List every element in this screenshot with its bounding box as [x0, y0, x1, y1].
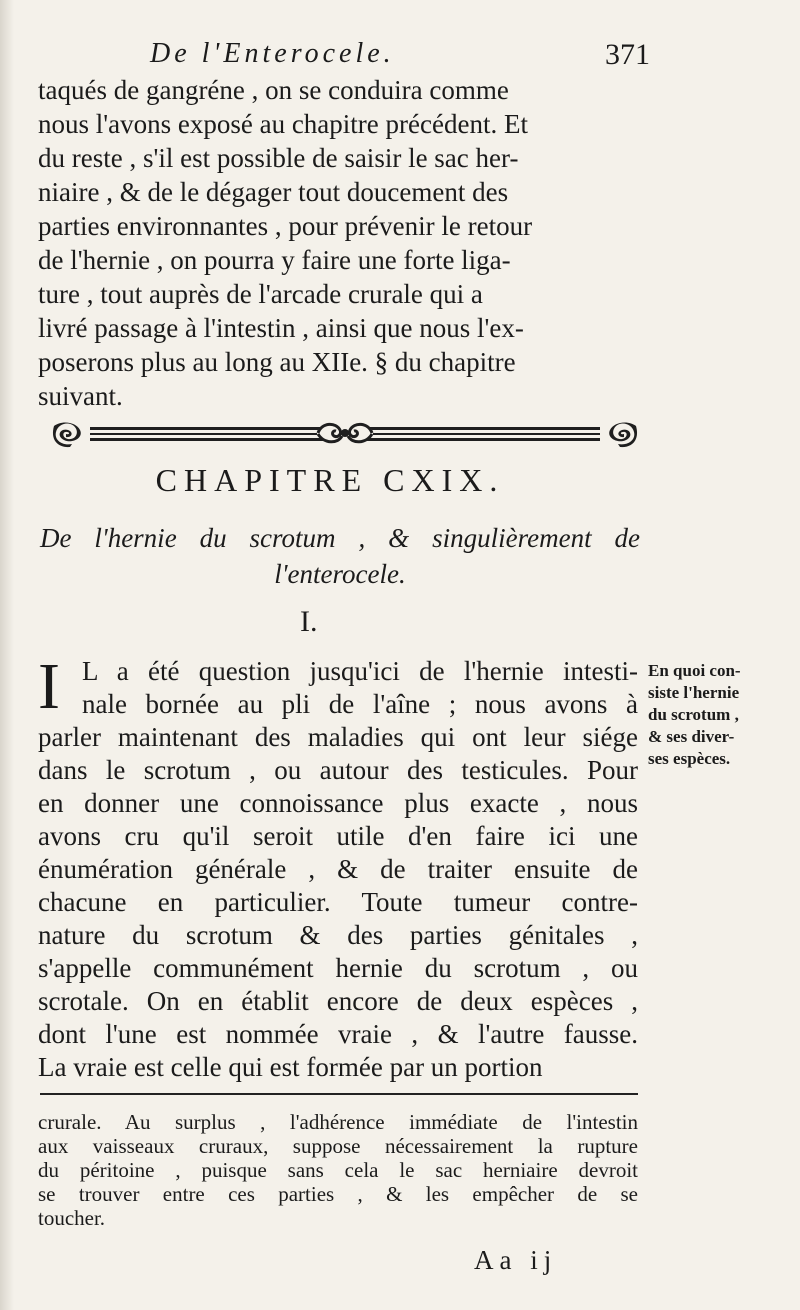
- text-line: poserons plus au long au XIIe. § du chapitre: [38, 347, 516, 377]
- text-line: dans le scrotum , ou autour des testicules. Pour: [38, 755, 638, 785]
- subtitle-line: l'enterocele.: [274, 559, 406, 589]
- text-line: ture , tout auprès de l'arcade crurale qui a: [38, 279, 483, 309]
- text-line: parties environnantes , pour prévenir le retour: [38, 211, 533, 241]
- running-head: [150, 38, 650, 78]
- margin-note-line: ses espèces.: [648, 749, 731, 768]
- signature-mark: Aa ij: [474, 1245, 558, 1275]
- text-line: scrotale. On en établit encore de deux espèces ,: [38, 986, 638, 1016]
- margin-note: [648, 660, 793, 770]
- footnote: [38, 1110, 638, 1230]
- text-line: niaire , & de le dégager tout doucement des: [38, 177, 509, 207]
- ornament-icon: [50, 418, 640, 448]
- text-line: du reste , s'il est possible de saisir le sac her-: [38, 143, 519, 173]
- text-line: livré passage à l'intestin , ainsi que nous l'ex-: [38, 313, 524, 343]
- text-line: nale bornée au pli de l'aîne ; nous avons à: [82, 689, 638, 719]
- footnote-line: se trouver entre ces parties , & les empêcher de se: [38, 1182, 638, 1206]
- text-line: chacune en particulier. Toute tumeur contre-: [38, 887, 638, 917]
- chapter-subtitle: [40, 520, 640, 592]
- text-line: taqués de gangréne , on se conduira comme: [38, 75, 509, 105]
- footnote-line: crurale. Au surplus , l'adhérence immédiate de l'intestin: [38, 1110, 638, 1134]
- intro-paragraph: [38, 73, 638, 413]
- text-line: en donner une connoissance plus exacte , nous: [38, 788, 638, 818]
- running-title: De l'Enterocele.: [150, 38, 395, 69]
- text-line: de l'hernie , on pourra y faire une forte liga-: [38, 245, 511, 275]
- margin-note-line: En quoi con-: [648, 661, 741, 680]
- footnote-line: toucher.: [38, 1206, 106, 1230]
- page-edge-shadow: [0, 0, 14, 1310]
- margin-note-line: du scrotum ,: [648, 705, 739, 724]
- chapter-title: CHAPITRE CXIX.: [155, 462, 505, 498]
- margin-note-line: siste l'hernie: [648, 683, 740, 702]
- footnote-line: du péritoine , puisque sans cela le sac herniaire devroit: [38, 1158, 638, 1182]
- text-line: La vraie est celle qui est formée par un portion: [38, 1052, 543, 1082]
- section-number: I.: [300, 605, 318, 638]
- subtitle-line: De l'hernie du scrotum , & singulièrement de: [40, 523, 640, 553]
- text-line: suivant.: [38, 381, 123, 411]
- drop-cap: I: [38, 650, 60, 723]
- text-line: avons cru qu'il seroit utile d'en faire ici une: [38, 821, 638, 851]
- page-number: 371: [605, 38, 650, 71]
- footnote-divider: [40, 1093, 638, 1095]
- text-line: parler maintenant des maladies qui ont leur siége: [38, 722, 638, 752]
- drop-cap-lines: [38, 650, 638, 723]
- text-line: s'appelle communément hernie du scrotum , ou: [38, 953, 638, 983]
- margin-note-line: & ses diver-: [648, 727, 735, 746]
- text-line: énumération générale , & de traiter ensuite de: [38, 854, 638, 884]
- footnote-line: aux vaisseaux cruraux, suppose nécessairement la rupture: [38, 1134, 638, 1158]
- text-line: L a été question jusqu'ici de l'hernie intesti-: [82, 656, 638, 686]
- ornamental-divider: [50, 418, 640, 448]
- text-line: nous l'avons exposé au chapitre précédent. Et: [38, 109, 528, 139]
- main-paragraph: [38, 650, 638, 1084]
- text-line: dont l'une est nommée vraie , & l'autre fausse.: [38, 1019, 638, 1049]
- text-line: nature du scrotum & des parties génitales ,: [38, 920, 638, 950]
